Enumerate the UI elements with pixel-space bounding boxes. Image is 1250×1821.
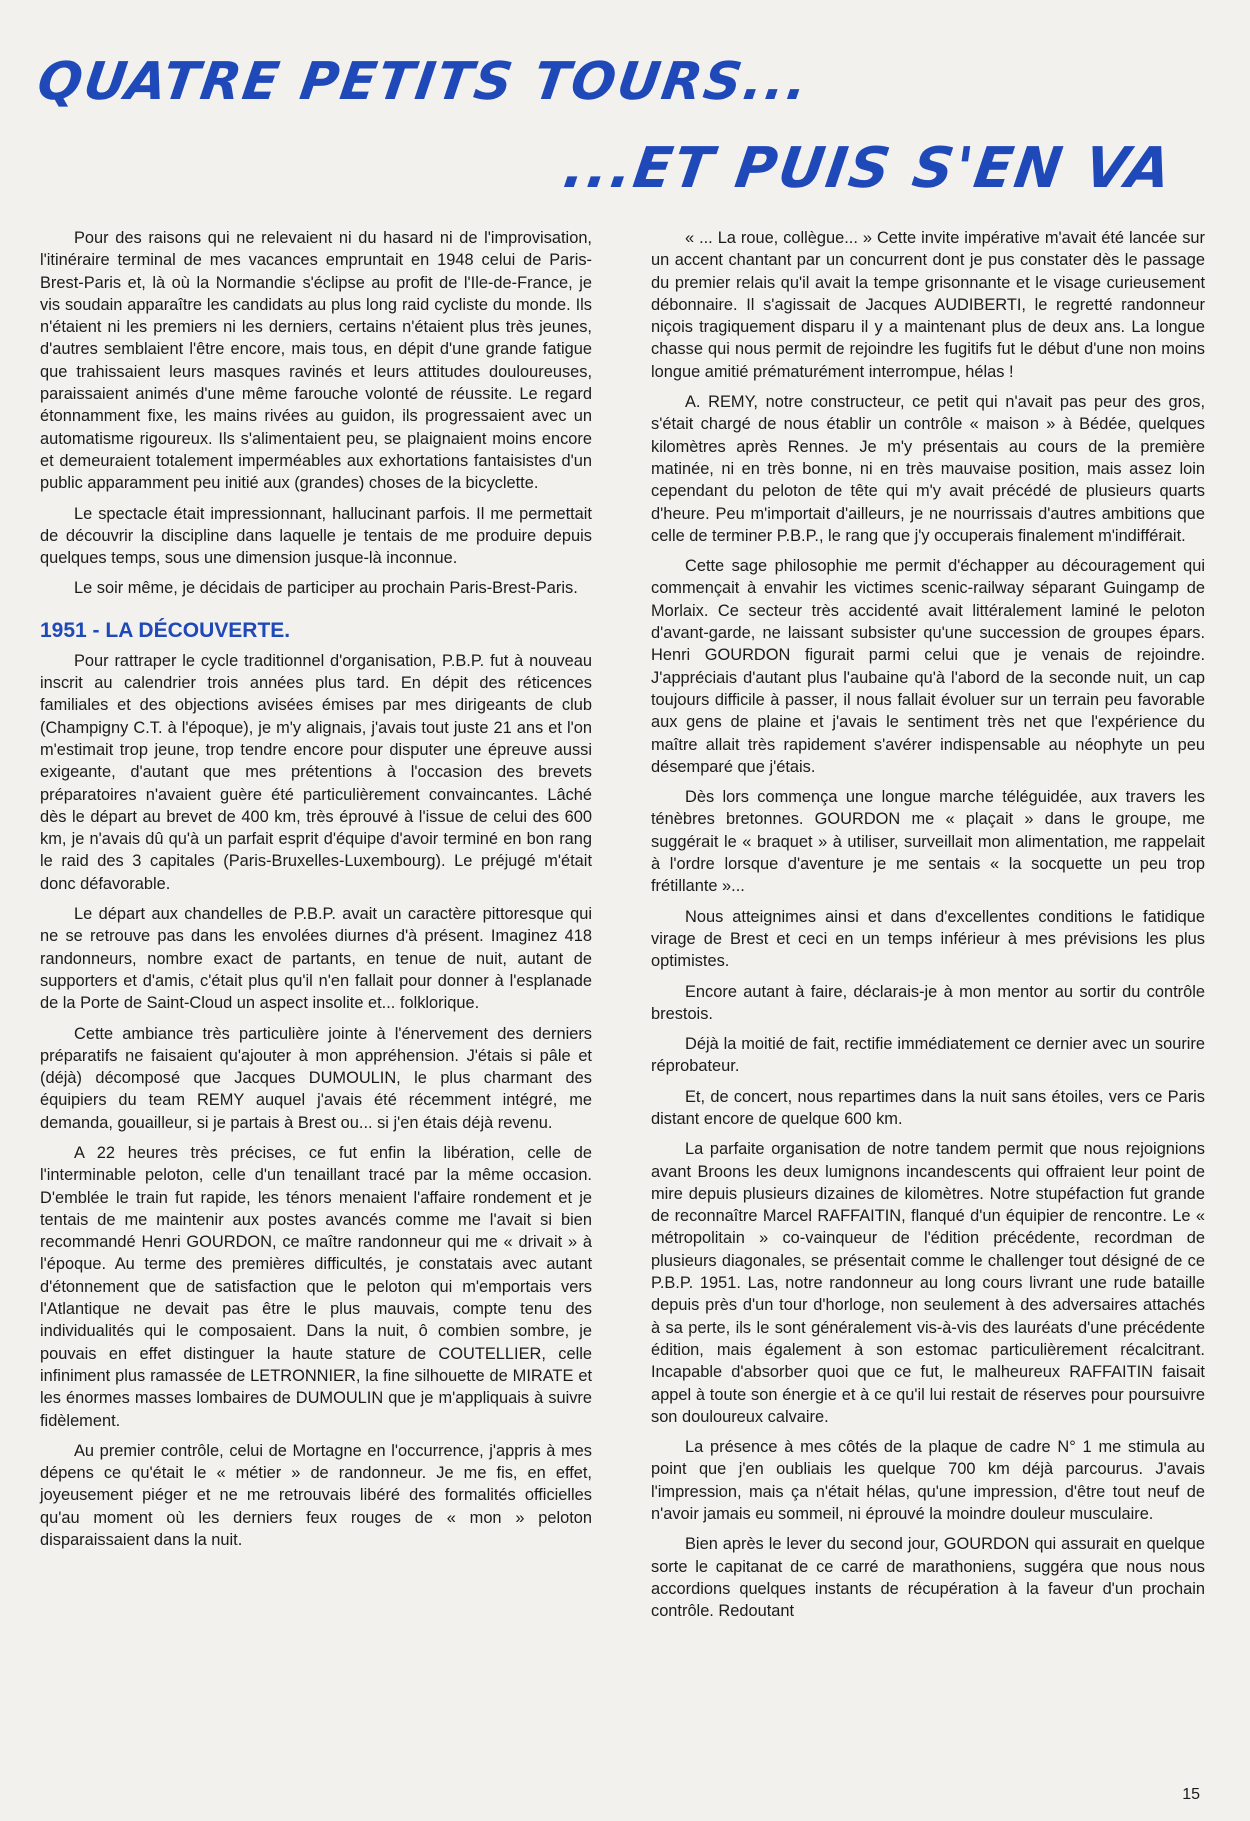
paragraph: Déjà la moitié de fait, rectifie immédiatement ce dernier avec un sourire réprobateur. <box>651 1035 1205 1076</box>
section-heading: 1951 - LA DÉCOUVERTE. <box>40 618 291 642</box>
paragraph: Pour rattraper le cycle traditionnel d'organisation, P.B.P. fut à nouveau inscrit au calendrier trois années plus tard. En dépit des réticences familiales et des objections avisées émises par mes dirigeants de club (Champigny C.T. à l'époque), je m'y alignais, j'avais tout juste 21 ans et l'on m'estimait trop jeune, trop tendre encore pour disputer une épreuve aussi exigeante, d'autant que mes prétentions à l'occasion des brevets préparatoires n'avaient guère été particulièrement convaincantes. Lâché dès le départ au brevet de 400 km, très éprouvé à l'issue de celui des 600 km, je n'avais dû qu'à un parfait esprit d'équipe d'avoir terminé en bon rang le raid des 3 capitales (Paris-Bruxelles-Luxembourg). Le préjugé m'était donc défavorable. <box>40 651 592 893</box>
paragraph: A. REMY, notre constructeur, ce petit qui n'avait pas peur des gros, s'était chargé de nous établir un contrôle « maison » à Bédée, quelques kilomètres après Rennes. Je m'y présentais au cours de la première matinée, ni en très bonne, ni en très mauvaise position, mais assez loin cependant du peloton de tête qui m'y avait précédé de plusieurs quarts d'heure. Peu m'importait d'ailleurs, je ne nourrissais d'autres ambitions que celle de terminer P.B.P., le rang que j'y occuperais finalement m'indifférait. <box>651 393 1205 545</box>
paragraph: Le soir même, je décidais de participer au prochain Paris-Brest-Paris. <box>74 579 578 598</box>
paragraph: Nous atteignimes ainsi et dans d'excellentes conditions le fatidique virage de Brest et ceci en un temps inférieur à mes prévisions les plus optimistes. <box>651 907 1205 971</box>
right-column <box>651 227 1205 1631</box>
paragraph: Le départ aux chandelles de P.B.P. avait un caractère pittoresque qui ne se retrouve pas dans les envolées diurnes d'à présent. Imaginez 418 randonneurs, nombre exact de partants, en tenue de nuit, autant de supporters et d'amis, c'était plus qu'il n'en fallait pour donner à l'esplanade de la Porte de Saint-Cloud un aspect insolite et... folklorique. <box>40 905 592 1013</box>
paragraph: Cette ambiance très particulière jointe à l'énervement des derniers préparatifs ne faisaient qu'ajouter à mon appréhension. J'étais si pâle et (déjà) décomposé que Jacques DUMOULIN, le plus charmant des équipiers du team REMY auquel j'avais été récemment intégré, me demanda, gouailleur, si je partais à Brest ou... si j'en étais déjà revenu. <box>40 1024 592 1132</box>
paragraph: Et, de concert, nous repartimes dans la nuit sans étoiles, vers ce Paris distant encore de quelque 600 km. <box>651 1087 1205 1128</box>
paragraph: La parfaite organisation de notre tandem permit que nous rejoignions avant Broons les deux lumignons incandescents qui offraient leur point de mire depuis plusieurs dizaines de kilomètres. Notre stupéfaction fut grande de reconnaître Marcel RAFFAITIN, flanqué d'un équipier de rencontre. Le « métropolitain » co-vainqueur de l'édition précédente, recordman de plusieurs diagonales, se présentait comme le challenger tout désigné de ce P.B.P. 1951. Las, notre randonneur au long cours livrant une rude bataille depuis près d'un tour d'horloge, non seulement à des adversaires attachés à sa perte, ils le sont généralement vis-à-vis des lauréats d'une précédente édition, mais également à son estomac particulièrement récalcitrant. Incapable d'absorber quoi que ce fut, le malheureux RAFFAITIN faisait appel à toute son énergie et à ce qu'il lui restait de réserves pour poursuivre son douloureux calvaire. <box>651 1140 1205 1426</box>
paragraph: A 22 heures très précises, ce fut enfin la libération, celle de l'interminable peloton, celle d'un tenaillant tracé par la même occasion. D'emblée le train fut rapide, les ténors menaient l'affaire rondement et je tentais de me maintenir aux postes avancés comme me l'avait si bien recommandé Henri GOURDON, ce maître randonneur qui me « drivait » à l'époque. Au terme des premières difficultés, je constatais avec autant d'étonnement que de satisfaction que le peloton qui m'emportais vers l'Atlantique ne devait pas être le plus mauvais, compte tenu des individualités qui le composaient. Dans la nuit, ô combien sombre, je pouvais en effet distinguer la haute stature de COUTELLIER, celle infiniment plus ramassée de LETRONNIER, la fine silhouette de MIRATE et les énormes masses lombaires de DUMOULIN que je m'appliquais à suivre fidèlement. <box>40 1143 592 1430</box>
paragraph: Le spectacle était impressionnant, hallucinant parfois. Il me permettait de découvrir la discipline dans laquelle je tentais de me produire depuis quelques temps, sous une dimension jusque-là inconnue. <box>40 504 592 568</box>
title-line-2: ...ET PUIS S'EN VA <box>559 136 1177 201</box>
paragraph: Bien après le lever du second jour, GOURDON qui assurait en quelque sorte le capitanat de ce carré de marathoniens, suggéra que nous nous accordions quelques instants de récupération à la faveur d'un prochain contrôle. Redoutant <box>651 1535 1205 1621</box>
paragraph: « ... La roue, collègue... » Cette invite impérative m'avait été lancée sur un accent chantant par un concurrent dont je pus constater dès le passage du premier relais qu'il avait la tempe grisonnante et le visage curieusement débonnaire. Il s'agissait de Jacques AUDIBERTI, le regretté randonneur niçois tragiquement disparu il y a maintenant plus de deux ans. La longue chasse qui nous permit de rejoindre les fugitifs fut le début d'une non moins longue amitié prématurément interrompue, hélas ! <box>651 229 1205 381</box>
paragraph: Dès lors commença une longue marche téléguidée, aux travers les ténèbres bretonnes. GOURDON me « plaçait » dans le groupe, me suggérait le « braquet » à utiliser, surveillait mon alimentation, me rappelait à l'ordre lorsque d'aventure je me sentais « la socquette un peu trop frétillante »... <box>651 788 1205 896</box>
paragraph: Pour des raisons qui ne relevaient ni du hasard ni de l'improvisation, l'itinéraire terminal de mes vacances empruntait en 1948 celui de Paris-Brest-Paris et, là où la Normandie s'éclipse au profit de l'Ile-de-France, je vis soudain apparaître les candidats au plus long raid cycliste du monde. Ils n'étaient ni les premiers ni les derniers, certains n'étaient plus très jeunes, d'autres semblaient l'être encore, mais tous, en dépit d'une grande fatigue que trahissaient leurs masques ravinés et leurs attitudes douloureuses, paraissaient animés d'une même farouche volonté de réussite. Le regard étonnamment fixe, les mains rivées au guidon, ils progressaient avec un automatisme rigoureux. Ils s'alimentaient peu, se plaignaient moins encore et demeuraient totalement imperméables aux exhortations fantaisistes d'un public apparamment peu initié aux (grandes) choses de la bicyclette. <box>40 229 592 493</box>
paragraph: Cette sage philosophie me permit d'échapper au découragement qui commençait à envahir les victimes scenic-railway séparant Guingamp de Morlaix. Ce secteur très accidenté avait littéralement laminé le peloton d'avant-garde, ne laissant subsister qu'une succession de groupes épars. Henri GOURDON figurait parmi celui que je venais de rejoindre. J'appréciais d'autant plus l'aubaine qu'à l'abord de la seconde nuit, un cap toujours difficile à passer, il nous fallait évoluer sur un terrain peu favorable aux gens de plaine et j'avais le sentiment très net que l'expérience du maître allait très rapidement s'avérer indispensable au néophyte un peu désemparé que j'étais. <box>651 557 1205 776</box>
page-number: 15 <box>1182 1786 1200 1803</box>
paragraph: Encore autant à faire, déclarais-je à mon mentor au sortir du contrôle brestois. <box>651 982 1205 1023</box>
left-column <box>40 227 592 1559</box>
title-line-1: QUATRE PETITS TOURS... <box>33 52 813 112</box>
paragraph: Au premier contrôle, celui de Mortagne en l'occurrence, j'appris à mes dépens ce qu'était le « métier » de randonneur. Je me fis, en effet, joyeusement piéger et ne me retrouvais libéré des formalités officielles qu'au moment où les derniers feux rouges de « mon » peloton disparaissaient dans la nuit. <box>40 1441 592 1550</box>
paragraph: La présence à mes côtés de la plaque de cadre N° 1 me stimula au point que j'en oubliais les quelque 700 km déjà parcourus. J'avais l'impression, mais ça n'était hélas, qu'une impression, d'être tout neuf de n'avoir jamais eu sommeil, ni éprouvé la moindre douleur musculaire. <box>651 1438 1205 1524</box>
